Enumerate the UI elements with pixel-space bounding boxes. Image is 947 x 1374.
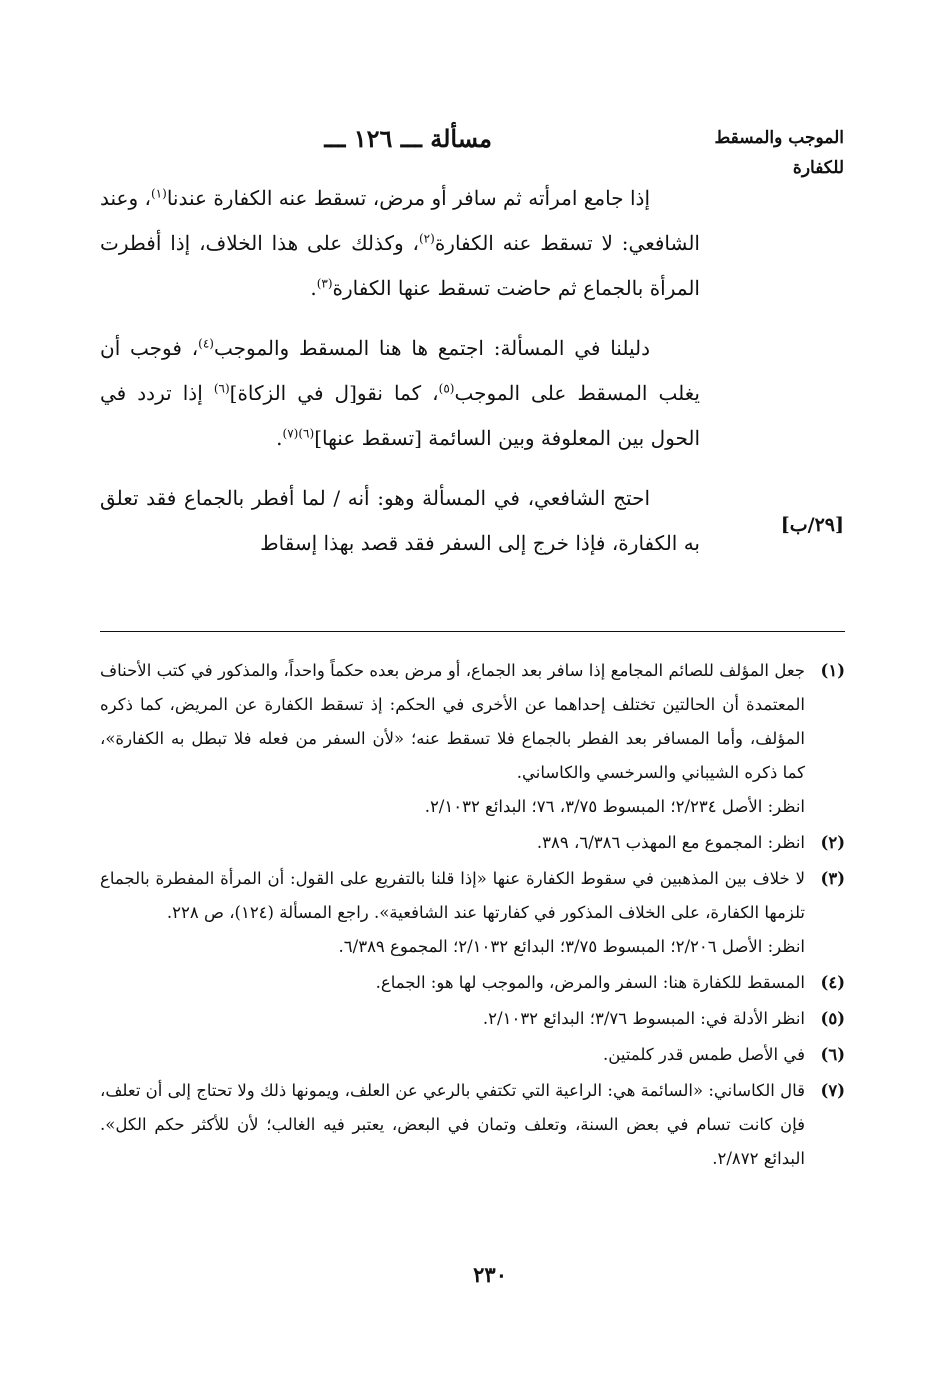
- page-number: ٢٣٠: [473, 1262, 507, 1287]
- footnote-number: (٢): [820, 833, 845, 852]
- footnote: [100, 826, 845, 860]
- p2-text-a: دليلنا في المسألة: اجتمع ها هنا المسقط والموجب: [213, 336, 650, 360]
- footnote-references: انظر: الأصل ٢/٢٣٤؛ المبسوط ٣/٧٥، ٧٦؛ البدائع ٢/١٠٣٢.: [424, 797, 805, 816]
- margin-topic-note: الموجب والمسقط للكفارة: [714, 128, 844, 178]
- footnote: [100, 1074, 845, 1176]
- manuscript-folio-ref: [٢٩/ب]: [780, 514, 844, 536]
- footnote-text: قال الكاساني: «السائمة هي: الراعية التي تكتفي بالرعي عن العلف، ويمونها ذلك ولا تحتاج إلى أن تعلف، فإن كانت تسام في بعض السنة، وتعلف وتمان في البعض، يعتبر فيه الغالب؛ لأن للأكثر حكم الكل». البدائع ٢/٨٧٢.: [100, 1081, 805, 1168]
- footnote-text: جعل المؤلف للصائم المجامع إذا سافر بعد الجماع، أو مرض بعده حكماً واحداً، والمذكور في كتب الأحناف المعتمدة أن الحالتين تختلف إحداهما عن الأخرى في الحكم: إذ تسقط الكفارة عن المريض، كما ذكره المؤلف، وأما المسافر بعد الفطر بالجماع فلا تسقط عنه؛ «لأن السفر من فعله فلا تبطل به الكفارة»، كما ذكره الشيباني والسرخسي والكاساني.: [100, 661, 805, 782]
- footnote-number: (٤): [820, 973, 845, 992]
- footnote-ref-6[interactable]: (٦): [213, 381, 230, 396]
- footnote-ref-4[interactable]: (٤): [198, 336, 214, 351]
- p2-text-b: ، فوجب أن يغلب المسقط على الموجب: [100, 336, 700, 405]
- footnote-text: انظر الأدلة في: المبسوط ٣/٧٦؛ البدائع ٢/١٠٣٢.: [482, 1009, 805, 1028]
- footnote: [100, 1038, 845, 1072]
- p1-text-a: إذا جامع امرأته ثم سافر أو مرض، تسقط عنه الكفارة عندنا: [166, 186, 651, 210]
- footnote-ref-3[interactable]: (٣): [316, 276, 333, 291]
- paragraph-2: [100, 326, 700, 461]
- p1-text-b: ، وعند الشافعي: لا تسقط عنه الكفارة: [100, 186, 700, 255]
- footnote-ref-1[interactable]: (١): [150, 186, 167, 201]
- paragraph-1: [100, 176, 700, 311]
- footnote-number: (٥): [820, 1009, 845, 1028]
- footnote-text: في الأصل طمس قدر كلمتين.: [603, 1045, 805, 1064]
- footnote-number: (٧): [820, 1081, 845, 1100]
- p2-text-e: .: [276, 426, 283, 450]
- footnote: [100, 1002, 845, 1036]
- footnote-text: المسقط للكفارة هنا: السفر والمرض، والموجب لها هو: الجماع.: [375, 973, 805, 992]
- p3-text: احتج الشافعي، في المسألة وهو: أنه / لما أفطر بالجماع فقد تعلق به الكفارة، فإذا خرج إلى السفر فقد قصد بهذا إسقاط: [100, 486, 700, 555]
- footnote: [100, 966, 845, 1000]
- footnote-divider: [100, 631, 845, 632]
- footnote-text: انظر: المجموع مع المهذب ٦/٣٨٦، ٣٨٩.: [536, 833, 805, 852]
- footnotes: [100, 654, 845, 1178]
- footnote: [100, 862, 845, 964]
- paragraph-3: [100, 476, 700, 566]
- footnote-ref-5[interactable]: (٥): [438, 381, 455, 396]
- footnote-references: انظر: الأصل ٢/٢٠٦؛ المبسوط ٣/٧٥؛ البدائع ٢/١٠٣٢؛ المجموع ٦/٣٨٩.: [338, 937, 805, 956]
- footnote-text: لا خلاف بين المذهبين في سقوط الكفارة عنها «إذا قلنا بالتفريع على القول: أن المرأة المفطرة بالجماع تلزمها الكفارة، على الخلاف المذكور في كفارتها عند الشافعية». راجع المسألة (١٢٤)، ص ٢٢٨.: [100, 869, 805, 922]
- footnote-number: (٦): [820, 1045, 845, 1064]
- footnote-number: (٣): [820, 869, 845, 888]
- footnote-number: (١): [820, 661, 845, 680]
- footnote: [100, 654, 845, 824]
- main-text: [100, 176, 700, 581]
- p2-text-c: ، كما نقو[ل في الزكاة]: [229, 381, 439, 405]
- footnote-ref-2[interactable]: (٢): [418, 231, 435, 246]
- p1-text-d: .: [310, 276, 317, 300]
- p2-text-d: إذا تردد في الحول بين المعلوفة وبين السائمة [تسقط عنها]: [100, 381, 700, 450]
- section-heading: مسألة ـــ ١٢٦ ـــ: [324, 124, 492, 153]
- footnote-ref-6-7[interactable]: (٦)(٧): [282, 426, 315, 441]
- p1-text-c: ، وكذلك على هذا الخلاف، إذا أفطرت المرأة بالجماع ثم حاضت تسقط عنها الكفارة: [100, 231, 700, 300]
